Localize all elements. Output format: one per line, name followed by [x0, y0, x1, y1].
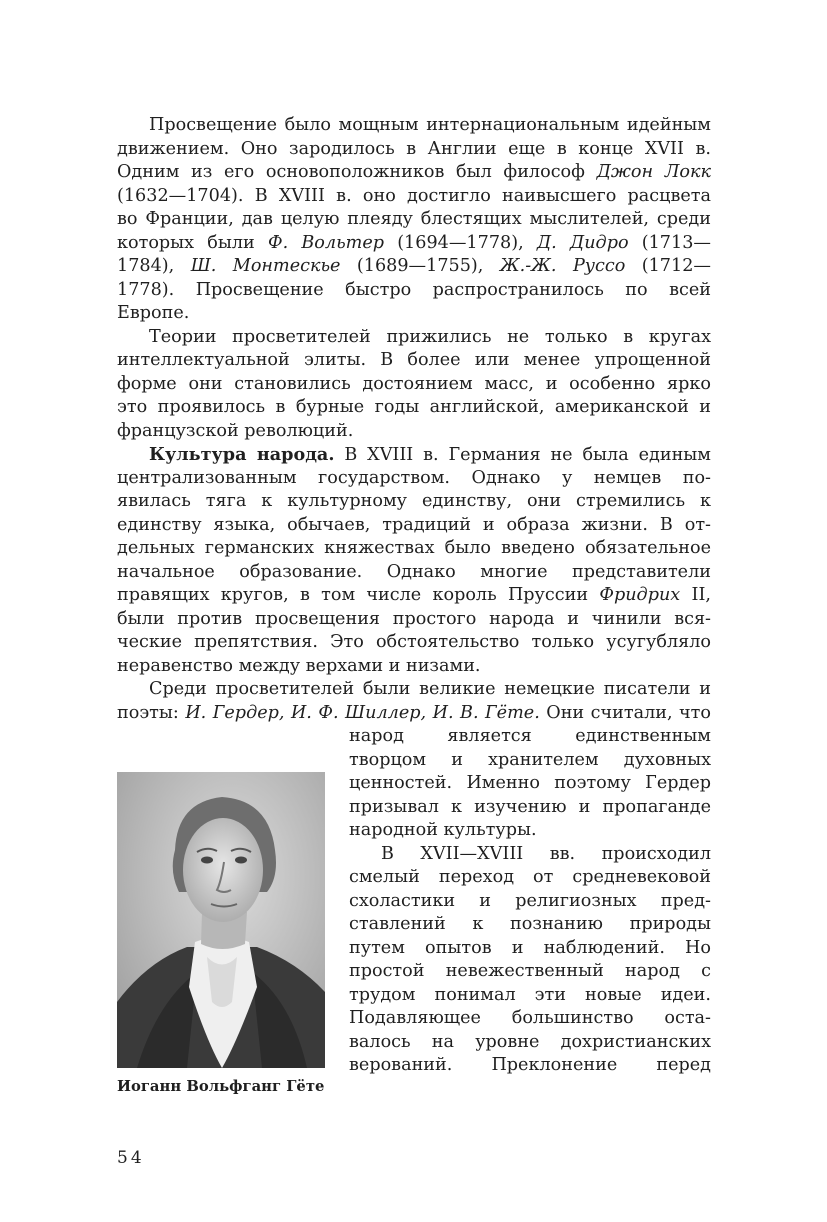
text-line: Европе.	[117, 303, 190, 323]
text-line: верований. Преклонение перед	[349, 1055, 711, 1075]
name-montesquieu: Ш. Монтескье	[190, 256, 341, 276]
text-line: валось на уровне дохристианских	[349, 1031, 711, 1052]
text-line: которых были Ф. Вольтер (1694—1778), Д. Дидро (1713—	[117, 232, 711, 253]
text-line: были против просвещения простого народа и чинили вся-	[117, 608, 711, 629]
text-line: 1784), Ш. Монтескье (1689—1755), Ж.-Ж. Руссо (1712—	[117, 256, 711, 276]
name-diderot: Д. Дидро	[536, 232, 629, 253]
text-line: это проявилось в бурные годы английской, американской и	[117, 397, 711, 417]
text-line: централизованным государством. Однако у немцев по-	[117, 467, 711, 488]
text-line: 1778). Просвещение быстро распространилось по всей	[117, 279, 711, 300]
text-line: поэты: И. Гердер, И. Ф. Шиллер, И. В. Гёте. Они считали, что	[117, 702, 712, 723]
text-line: Культура народа. В XVIII в. Германия не была единым	[149, 444, 711, 465]
text-line: схоластики и религиозных пред-	[349, 890, 711, 911]
text-line: Среди просветителей были великие немецкие писатели и	[149, 679, 711, 699]
text-line: (1632—1704). В XVIII в. оно достигло наивысшего расцвета	[117, 185, 711, 206]
text-line: во Франции, дав целую плеяду блестящих мыслителей, среди	[117, 209, 711, 229]
text-line: творцом и хранителем духовных	[349, 749, 711, 770]
names-poets: И. Гердер, И. Ф. Шиллер, И. В. Гёте.	[185, 702, 540, 723]
name-voltaire: Ф. Вольтер	[267, 232, 385, 253]
text-line: смелый переход от средневековой	[349, 867, 711, 887]
text-line: явилась тяга к культурному единству, они стремились к	[117, 491, 711, 511]
text-line: французской революций.	[117, 420, 354, 441]
text-line: единству языка, обычаев, традиций и образа жизни. В от-	[117, 514, 711, 535]
text-line: народ является единственным	[349, 726, 711, 746]
goethe-portrait	[117, 772, 325, 1068]
text-line: неравенство между верхами и низами.	[117, 655, 481, 676]
text-line: ценностей. Именно поэтому Гердер	[349, 773, 711, 793]
text-line: трудом понимал эти новые идеи.	[349, 984, 711, 1005]
text-line: народной культуры.	[349, 820, 537, 840]
text-line: Теории просветителей прижились не только в кругах	[149, 326, 711, 347]
text-line: начальное образование. Однако многие представители	[117, 561, 711, 582]
text-line: форме они становились достоянием масс, и особенно ярко	[117, 373, 711, 394]
text-line: ставлений к познанию природы	[349, 914, 711, 934]
text-line: путем опытов и наблюдений. Но	[349, 937, 711, 958]
page-number: 54	[117, 1148, 145, 1168]
name-rousseau: Ж.-Ж. Руссо	[499, 256, 626, 276]
name-frederick: Фридрих	[599, 585, 681, 605]
text-line: простой невежественный народ с	[349, 961, 711, 981]
text-line: Одним из его основоположников был философ Джон Локк	[117, 162, 711, 182]
text-line: правящих кругов, в том числе король Пруссии Фридрих II,	[117, 585, 711, 605]
name-locke: Джон Локк	[596, 162, 711, 182]
text-line: дельных германских княжествах было введено обязательное	[117, 538, 711, 558]
text-line: Просвещение было мощным интернациональным идейным	[149, 115, 711, 135]
text-line: призывал к изучению и пропаганде	[349, 796, 711, 817]
text-line: Подавляющее большинство оста-	[349, 1008, 711, 1028]
figure-caption: Иоганн Вольфганг Гёте	[117, 1078, 325, 1095]
section-heading: Культура народа.	[149, 444, 335, 465]
text-line: ческие препятствия. Это обстоятельство только усугубляло	[117, 632, 711, 652]
text-line: движением. Оно зародилось в Англии еще в конце XVII в.	[117, 138, 711, 159]
text-line: интеллектуальной элиты. В более или менее упрощенной	[117, 350, 711, 370]
text-line: В XVII—XVIII вв. происходил	[381, 843, 711, 864]
